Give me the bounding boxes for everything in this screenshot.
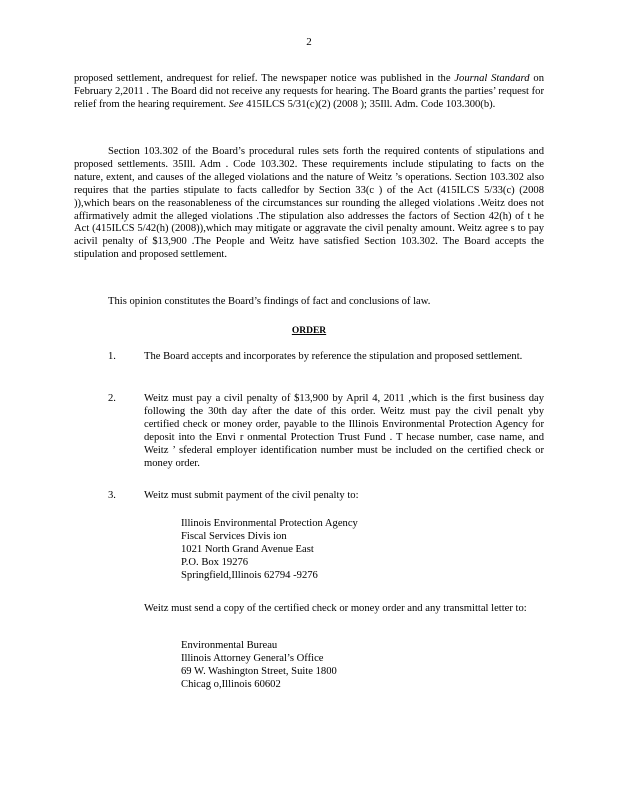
address-line: 1021 North Grand Avenue East [181, 543, 314, 555]
notice-citation: 415ILCS 5/31(c)(2) (2008 ); 35Ill. Adm. Code 103.300(b). [243, 98, 496, 110]
address-line: Environmental Bureau [181, 640, 278, 651]
address-line: Chicag o,Illinois 60602 [181, 678, 281, 690]
order-heading [0, 325, 618, 338]
order-heading-text: ORDER [291, 326, 327, 336]
see-signal: See [228, 98, 244, 110]
address-line: Fiscal Services Divis ion [181, 530, 287, 542]
notice-text-2: on February 2,2011 . The Board did not receive any requests for hearing. The Board grants the parties’ request for relief from the hearing requirement. [74, 73, 545, 110]
paragraph-procedural-rules: Section 103.302 of the Board’s procedural rules sets forth the required contents of stipulations and proposed settlements. 35Ill. Adm . Code 103.302. These requirements include stipulating to facts on the nature, extent, and causes of the alleged violations and the nature of Weitz ’s operations. Section 103.302 also requires that the parties stipulate to facts calledfor by Section 33(c ) of the Act (415ILCS 5/33(c) (2008 )),which bears on the reasonableness of the circumstances sur rounding the alleged violations .Weitz does not affirmatively admit the alleged violations .The stipulation also addresses the factors of Section 42(h) of t he Act (415ILCS 5/42(h) (2008)),which may mitigate or aggravate the civil penalty amount. Weitz agree s to pay acivil penalty of $13,900 .The People and Weitz have satisfied Section 103.302. The Board accepts the stipulation and proposed settlement. [74, 146, 544, 261]
address-line: Illinois Attorney General’s Office [181, 652, 324, 664]
page-number: 2 [306, 36, 312, 48]
paragraph-copy-instructions: Weitz must send a copy of the certified check or money order and any transmittal letter to: [144, 603, 527, 614]
address-line: Springfield,Illinois 62794 -9276 [181, 569, 318, 581]
order-item-text: The Board accepts and incorporates by reference the stipulation and proposed settlement. [144, 351, 523, 362]
order-item-text: Weitz must submit payment of the civil penalty to: [144, 490, 359, 501]
paragraph-notice [74, 73, 544, 112]
order-item-text: Weitz must pay a civil penalty of $13,900 by April 4, 2011 ,which is the first business day following the 30th day after the date of this order. Weitz must pay the civil penalt yby certified check or money order, payable to the Illinois Environmental Protection Agency for deposit into the Envi r onmental Protection Trust Fund . T hecase number, case name, and Weitz ’ sfederal employer identification number must be included on the certified check or money order. [144, 393, 544, 469]
copy-address [181, 640, 481, 692]
address-line: Illinois Environmental Protection Agency [181, 518, 358, 529]
notice-text-1: proposed settlement, andrequest for relief. The newspaper notice was published in the [74, 73, 455, 84]
address-line: 69 W. Washington Street, Suite 1800 [181, 665, 337, 677]
order-item-number: 2. [108, 393, 116, 404]
order-item-number: 1. [108, 351, 116, 362]
journal-name: Journal Standard [454, 73, 530, 84]
address-line: P.O. Box 19276 [181, 556, 249, 568]
order-item-number: 3. [108, 490, 116, 501]
payment-address [181, 518, 481, 583]
paragraph-findings: This opinion constitutes the Board’s findings of fact and conclusions of law. [108, 296, 431, 307]
